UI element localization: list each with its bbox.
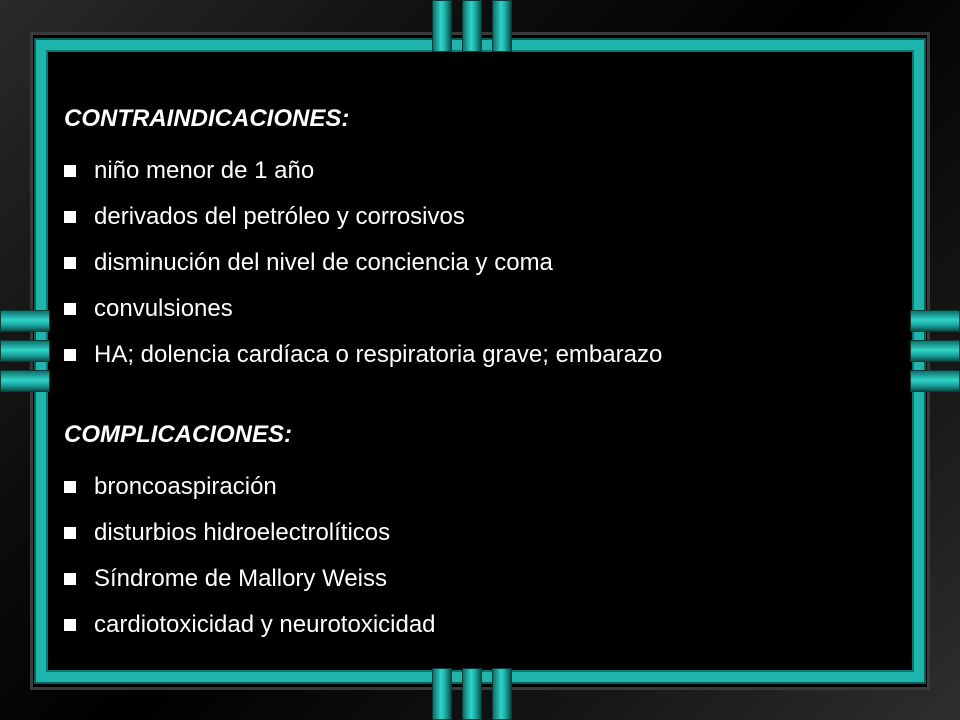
bullet-list — [64, 464, 904, 648]
section-complicaciones — [64, 420, 904, 648]
list-item — [64, 194, 904, 240]
section-contraindicaciones — [64, 104, 904, 378]
square-bullet-icon — [64, 257, 76, 269]
square-bullet-icon — [64, 573, 76, 585]
list-item-text: derivados del petróleo y corrosivos — [94, 203, 465, 230]
square-bullet-icon — [64, 619, 76, 631]
section-heading: CONTRAINDICACIONES: — [64, 105, 350, 132]
list-item-text: disturbios hidroelectrolíticos — [94, 519, 391, 546]
list-item-text: Síndrome de Mallory Weiss — [94, 565, 387, 592]
list-item — [64, 332, 904, 378]
right-tab-2 — [910, 340, 960, 362]
section-spacer — [64, 378, 904, 420]
list-item — [64, 240, 904, 286]
right-tab-3 — [910, 370, 960, 392]
left-tab-3 — [0, 370, 50, 392]
square-bullet-icon — [64, 211, 76, 223]
square-bullet-icon — [64, 527, 76, 539]
bullet-list — [64, 148, 904, 378]
list-item-text: cardiotoxicidad y neurotoxicidad — [94, 611, 436, 638]
list-item-text: broncoaspiración — [94, 473, 277, 500]
list-item — [64, 556, 904, 602]
right-tab-1 — [910, 310, 960, 332]
top-tab-1 — [432, 0, 452, 52]
list-item — [64, 464, 904, 510]
list-item — [64, 148, 904, 194]
bottom-tab-3 — [492, 668, 512, 720]
square-bullet-icon — [64, 165, 76, 177]
bottom-tab-2 — [462, 668, 482, 720]
list-item — [64, 510, 904, 556]
list-item — [64, 602, 904, 648]
square-bullet-icon — [64, 481, 76, 493]
list-item — [64, 286, 904, 332]
left-tab-1 — [0, 310, 50, 332]
section-heading: COMPLICACIONES: — [64, 421, 292, 448]
slide-content — [64, 104, 904, 648]
top-tab-3 — [492, 0, 512, 52]
list-item-text: niño menor de 1 año — [94, 157, 315, 184]
list-item-text: disminución del nivel de conciencia y coma — [94, 249, 553, 276]
top-tab-2 — [462, 0, 482, 52]
bottom-tab-1 — [432, 668, 452, 720]
list-item-text: HA; dolencia cardíaca o respiratoria grave; embarazo — [94, 341, 663, 368]
square-bullet-icon — [64, 349, 76, 361]
left-tab-2 — [0, 340, 50, 362]
list-item-text: convulsiones — [94, 295, 233, 322]
square-bullet-icon — [64, 303, 76, 315]
